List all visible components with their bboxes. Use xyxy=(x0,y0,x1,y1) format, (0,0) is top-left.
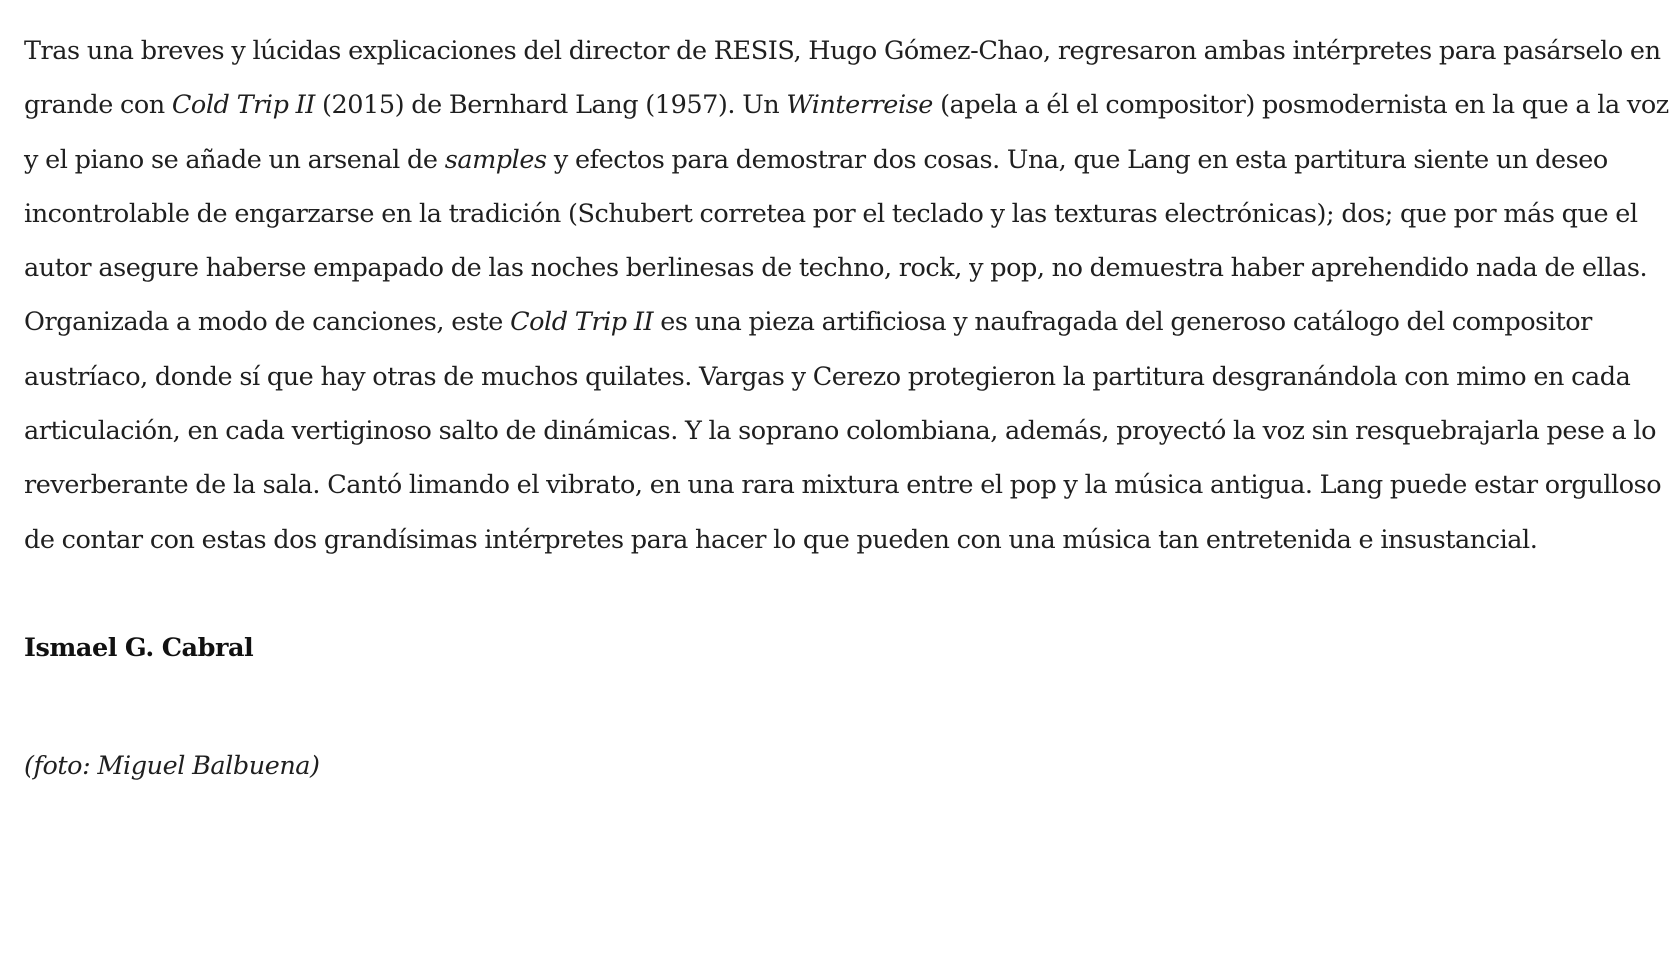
article xyxy=(24,24,1674,794)
work-title-winterreise: Winterreise xyxy=(786,90,933,121)
text-segment: (2015) de Bernhard Lang (1957). Un xyxy=(314,90,787,121)
text-segment: y efectos para demostrar dos cosas. Una, que Lang en esta partitura siente un deseo incontrolable de engarzarse en la tradición (Schubert corretea por el teclado y las texturas electrónicas); dos; que por más que el autor asegure haberse empapado de las noches berlinesas de techno, rock, y pop, no demuestra haber aprehendido nada de ellas. Organizada a modo de canciones, este xyxy=(24,144,1648,338)
term-samples: samples xyxy=(444,144,547,175)
text-segment: (apela a él el compositor) posmodernista en la que a la voz y el piano se añade un arsenal de xyxy=(24,90,1669,175)
photo-credit: (foto: Miguel Balbuena) xyxy=(24,751,320,782)
article-paragraph xyxy=(24,24,1679,567)
work-title-cold-trip: Cold Trip II xyxy=(510,307,654,338)
author-name: Ismael G. Cabral xyxy=(24,632,254,663)
text-segment: Tras una breves y lúcidas explicaciones del director de RESIS, Hugo Gómez-Chao, regresaron ambas intérpretes para pasárselo en grande con xyxy=(24,36,1661,121)
work-title-cold-trip: Cold Trip II xyxy=(171,90,315,121)
text-segment: es una pieza artificiosa y naufragada del generoso catálogo del compositor austríaco, donde sí que hay otras de muchos quilates. Vargas y Cerezo protegieron la partitura desgranándola con mimo en cada articulación, en cada vertiginoso salto de dinámicas. Y la soprano colombiana, además, proyectó la voz sin resquebrajarla pese a lo reverberante de la sala. Cantó limando el vibrato, en una rara mixtura entre el pop y la música antigua. Lang puede estar orgulloso de contar con estas dos grandísimas intérpretes para hacer lo que pueden con una música tan entretenida e insustancial. xyxy=(24,307,1662,555)
